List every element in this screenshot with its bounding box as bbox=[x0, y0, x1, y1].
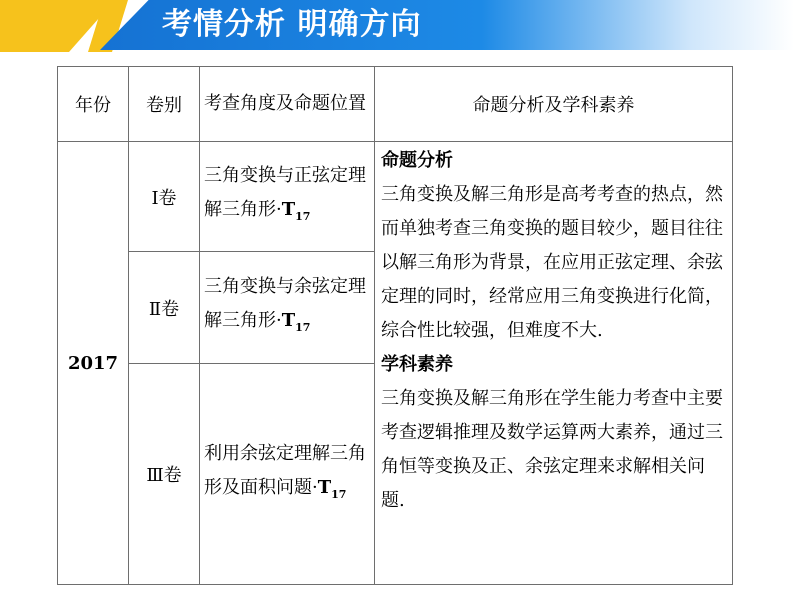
analysis-heading-1: 命题分析 bbox=[381, 150, 453, 171]
analysis-text-1: 三角变换及解三角形是高考考查的热点，然而单独考查三角变换的题目较少，题目往往以解三角形为背景，在应用正弦定理、余弦定理的同时，经常应用三角变换进行化简，综合性比较强，但难度不大. bbox=[381, 184, 723, 341]
header-volume: 卷别 bbox=[129, 67, 200, 142]
banner-title: 考情分析 明确方向 bbox=[162, 7, 422, 42]
table-row-1 bbox=[58, 142, 733, 252]
table-header-row bbox=[58, 67, 733, 142]
cell-volume-1: Ⅰ卷 bbox=[129, 142, 200, 252]
header-analysis: 命题分析及学科素养 bbox=[375, 67, 733, 142]
header-banner bbox=[0, 0, 794, 58]
analysis-heading-2: 学科素养 bbox=[381, 354, 453, 375]
cell-volume-2: Ⅱ卷 bbox=[129, 252, 200, 364]
exam-analysis-table bbox=[57, 66, 733, 585]
header-year: 年份 bbox=[58, 67, 129, 142]
cell-position-2: 三角变换与余弦定理解三角形$\cdot T_{17}$ bbox=[200, 252, 375, 364]
cell-volume-3: Ⅲ卷 bbox=[129, 364, 200, 585]
header-position: 考查角度及命题位置 bbox=[200, 67, 375, 142]
cell-analysis bbox=[375, 142, 733, 585]
cell-position-1: 三角变换与正弦定理解三角形$\cdot T_{17}$ bbox=[200, 142, 375, 252]
cell-year: 2017 bbox=[58, 142, 129, 585]
analysis-text-2: 三角变换及解三角形在学生能力考查中主要考查逻辑推理及数学运算两大素养，通过三角恒等变换及正、余弦定理来求解相关问题. bbox=[381, 388, 723, 511]
cell-position-3: 利用余弦定理解三角形及面积问题$\cdot T_{17}$ bbox=[200, 364, 375, 585]
